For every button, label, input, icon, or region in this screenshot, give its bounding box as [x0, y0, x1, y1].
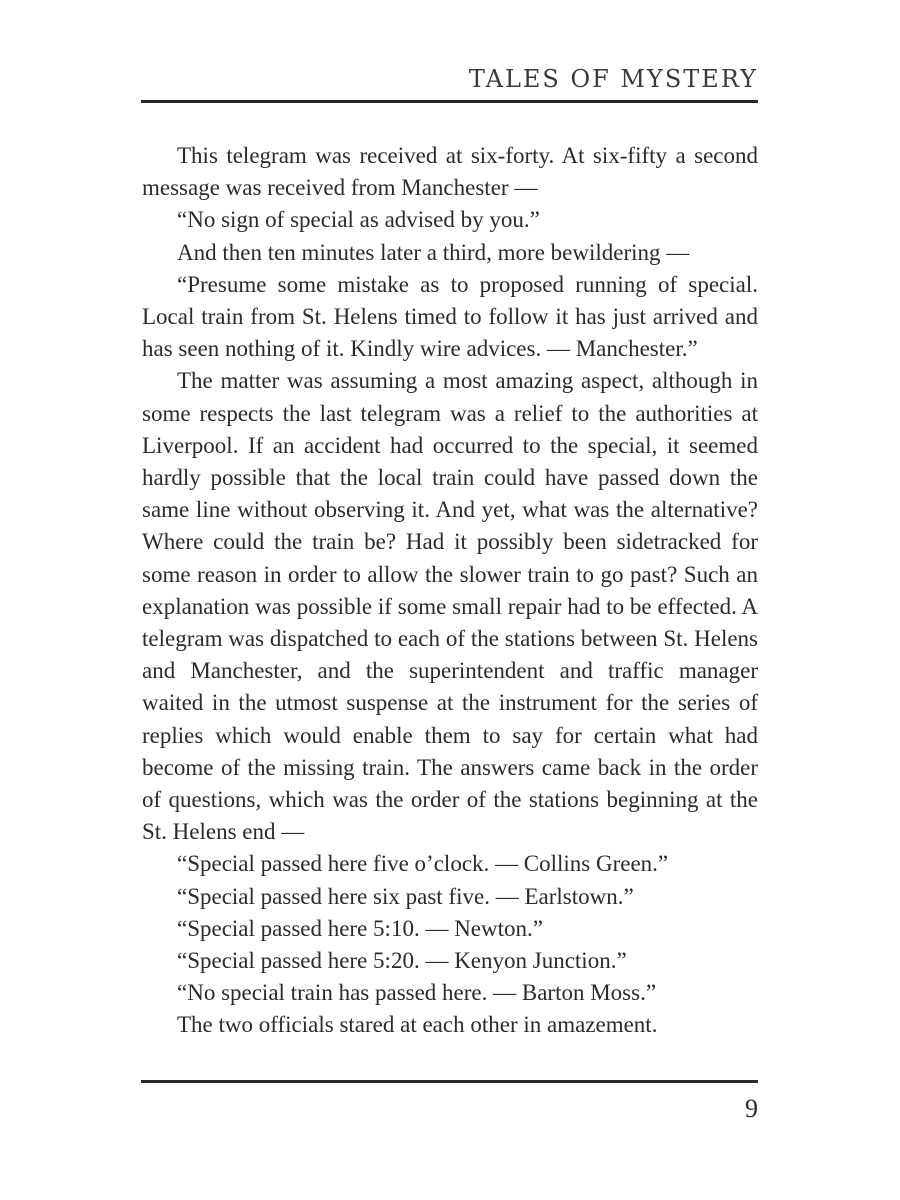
paragraph: “Special passed here 5:10. — Newton.”: [177, 915, 543, 941]
footer-rule: [141, 1080, 758, 1083]
paragraph: And then ten minutes later a third, more bewildering —: [177, 239, 690, 265]
paragraph: This telegram was received at six-forty. At six-fifty a second message was received from Manchester —: [142, 143, 758, 201]
paragraph: “No sign of special as advised by you.”: [177, 207, 540, 233]
header-rule: [141, 100, 758, 103]
paragraph: “Special passed here six past five. — Earlstown.”: [177, 883, 634, 909]
paragraph: “Presume some mistake as to proposed running of special. Local train from St. Helens timed to follow it has just arrived and has seen nothing of it. Kindly wire advices. — Manchester.”: [142, 271, 758, 362]
paragraph: The two officials stared at each other in amazement.: [177, 1012, 658, 1038]
paragraph: The matter was assuming a most amazing aspect, although in some respects the last telegram was a relief to the authorities at Liverpool. If an accident had occurred to the special, it seemed hardly possible that the local train could have passed down the same line without observing it. And yet, what was the alternative? Where could the train be? Had it possibly been sidetracked for some reason in order to allow the slower train to go past? Such an explanation was possible if some small repair had to be effected. A telegram was dispatched to each of the stations between St. Helens and Manchester, and the superintendent and traffic manager waited in the utmost suspense at the instrument for the series of replies which would enable them to say for certain what had become of the missing train. The answers came back in the order of questions, which was the order of the stations beginning at the St. Helens end —: [142, 368, 758, 845]
paragraph: “No special train has passed here. — Barton Moss.”: [177, 980, 657, 1006]
page-body: [142, 140, 758, 1042]
running-head-title: TALES OF MYSTERY: [468, 65, 758, 93]
paragraph: “Special passed here 5:20. — Kenyon Junction.”: [177, 948, 627, 974]
paragraph: “Special passed here five o’clock. — Collins Green.”: [177, 851, 669, 877]
page-number: 9: [745, 1094, 758, 1123]
